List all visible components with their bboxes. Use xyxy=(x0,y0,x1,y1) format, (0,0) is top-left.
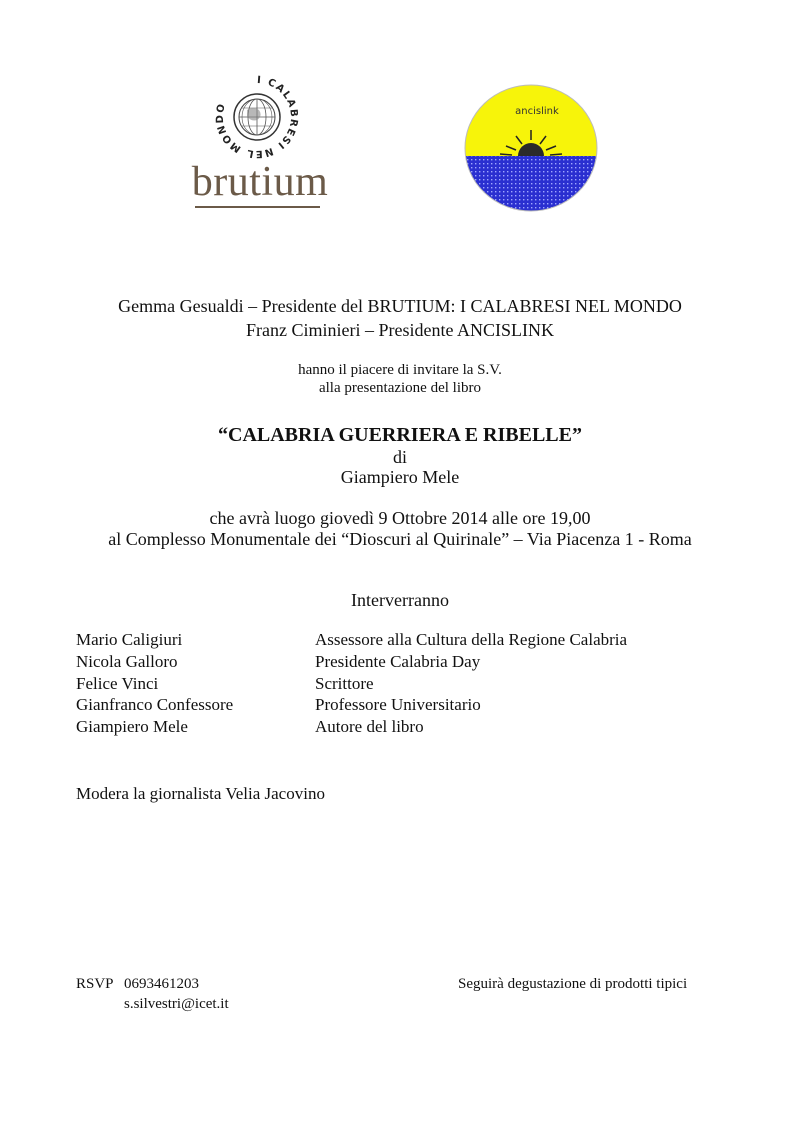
speaker-name: Felice Vinci xyxy=(76,674,159,693)
book-by: di xyxy=(392,447,407,467)
moderator-line: Modera la giornalista Velia Jacovino xyxy=(76,784,325,803)
event-where: al Complesso Monumentale dei “Dioscuri al Quirinale” – Via Piacenza 1 - Roma xyxy=(108,529,692,549)
host-line-2: Franz Ciminieri – Presidente ANCISLINK xyxy=(246,320,554,340)
tasting-note: Seguirà degustazione di prodotti tipici xyxy=(458,976,688,992)
ancislink-sun-icon xyxy=(458,82,604,214)
host-line-1: Gemma Gesualdi – Presidente del BRUTIUM: I CALABRESI NEL MONDO xyxy=(118,296,682,316)
speaker-role: Autore del libro xyxy=(315,717,424,736)
speaker-role: Assessore alla Cultura della Regione Calabria xyxy=(315,630,628,649)
ancislink-logo xyxy=(458,82,604,214)
event-when: che avrà luogo giovedì 9 Ottobre 2014 alle ore 19,00 xyxy=(209,508,591,528)
speaker-name: Gianfranco Confessore xyxy=(76,695,234,714)
invite-line-1: hanno il piacere di invitare la S.V. xyxy=(298,362,502,378)
speaker-role: Presidente Calabria Day xyxy=(315,652,481,671)
rsvp-phone: 0693461203 xyxy=(124,976,199,992)
rsvp-label: RSVP xyxy=(76,976,114,992)
brutium-underline xyxy=(195,206,320,208)
speaker-role: Professore Universitario xyxy=(315,695,481,714)
book-title: “CALABRIA GUERRIERA E RIBELLE” xyxy=(218,424,582,446)
brutium-wordmark: brutium xyxy=(191,159,329,205)
speaker-name: Mario Caligiuri xyxy=(76,630,183,649)
brutium-seal-icon xyxy=(185,70,330,165)
ancislink-label: ancislink xyxy=(515,106,559,117)
speakers-heading: Interverranno xyxy=(351,590,449,610)
rsvp-email: s.silvestri@icet.it xyxy=(124,996,229,1012)
svg-text:I CALABRESI NEL MONDO: I CALABRESI NEL MONDO xyxy=(214,74,300,160)
book-author: Giampiero Mele xyxy=(340,467,460,487)
speaker-role: Scrittore xyxy=(315,674,374,693)
invite-line-2: alla presentazione del libro xyxy=(318,380,481,396)
speaker-name: Giampiero Mele xyxy=(76,717,188,736)
speaker-name: Nicola Galloro xyxy=(76,652,178,671)
